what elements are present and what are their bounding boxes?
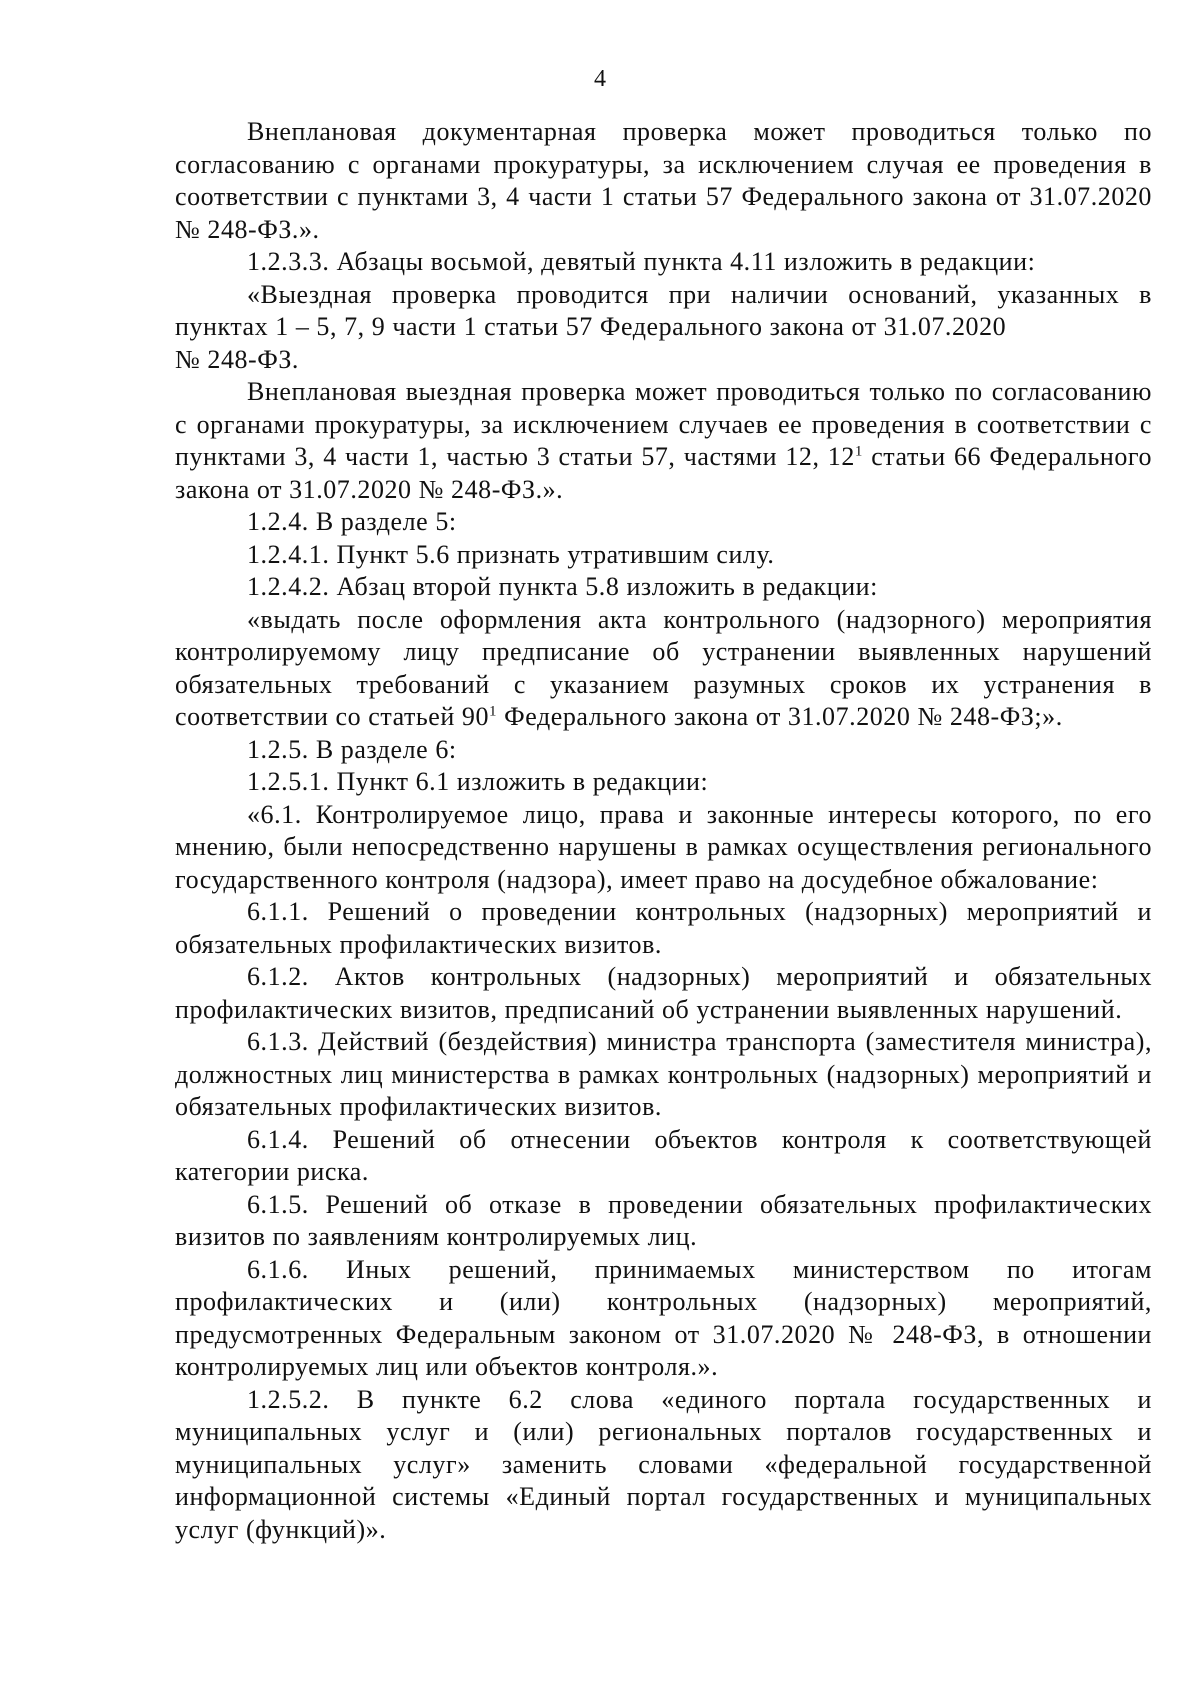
paragraph-6-1-6: 6.1.6. Иных решений, принимаемых министерством по итогам профилактических и (или) контрольных (надзорных) мероприятий, предусмотренных Федеральным законом от 31.07.2020 № 248-ФЗ, в отношении контролируемых лиц или объектов контроля.». bbox=[175, 1254, 1152, 1381]
paragraph-1-2-4-1: 1.2.4.1. Пункт 5.6 признать утратившим силу. bbox=[247, 539, 775, 569]
paragraph-onsite-check-grounds-end: № 248-ФЗ. bbox=[175, 344, 299, 374]
paragraph-text: «выдать после оформления акта контрольного (надзорного) мероприятия контролируемому лицу предписание об устранении выявленных нарушений обязательных требований с указанием разумных сроков их устранения в соответствии со статьей 90 bbox=[175, 604, 1152, 731]
paragraph-6-1-1: 6.1.1. Решений о проведении контрольных (надзорных) мероприятий и обязательных профилактических визитов. bbox=[175, 897, 1152, 959]
paragraph-unscheduled-documentary-check: Внеплановая документарная проверка может проводиться только по согласованию с органами прокуратуры, за исключением случая ее проведения в соответствии с пунктами 3, 4 части 1 статьи 57 Федерального закона от 31.07.2020 № 248-ФЗ.». bbox=[175, 117, 1152, 244]
paragraph-1-2-5-1: 1.2.5.1. Пункт 6.1 изложить в редакции: bbox=[247, 767, 709, 796]
paragraph-onsite-check-grounds: «Выездная проверка проводится при наличии оснований, указанных в пунктах 1 – 5, 7, 9 части 1 статьи 57 Федерального закона от 31.07.2020 bbox=[175, 279, 1152, 341]
paragraph-6-1-5: 6.1.5. Решений об отказе в проведении обязательных профилактических визитов по заявлениям контролируемых лиц. bbox=[175, 1189, 1152, 1251]
paragraph-6-1-4: 6.1.4. Решений об отнесении объектов контроля к соответствующей категории риска. bbox=[175, 1124, 1152, 1186]
paragraph-1-2-3-3: 1.2.3.3. Абзацы восьмой, девятый пункта 4.11 изложить в редакции: bbox=[247, 247, 1036, 276]
paragraph-6-1-3: 6.1.3. Действий (бездействия) министра транспорта (заместителя министра), должностных лиц министерства в рамках контрольных (надзорных) мероприятий и обязательных профилактических визитов. bbox=[175, 1027, 1152, 1121]
paragraph-unscheduled-onsite-check bbox=[175, 376, 1152, 506]
paragraph-6-1-2: 6.1.2. Актов контрольных (надзорных) мероприятий и обязательных профилактических визитов, предписаний об устранении выявленных нарушений. bbox=[175, 962, 1152, 1024]
page-number: 4 bbox=[594, 66, 606, 92]
paragraph-text: Федерального закона от 31.07.2020 № 248-ФЗ;». bbox=[497, 702, 1063, 731]
paragraph-6-1: «6.1. Контролируемое лицо, права и законные интересы которого, по его мнению, были непосредственно нарушены в рамках осуществления регионального государственного контроля (надзора), имеет право на досудебное обжалование: bbox=[175, 799, 1152, 894]
superscript: 1 bbox=[489, 703, 498, 720]
paragraph-issue-order bbox=[175, 604, 1152, 734]
paragraph-text: статьи 66 Федерального закона от 31.07.2020 № 248-ФЗ.». bbox=[175, 442, 1152, 504]
paragraph-text: Внеплановая выездная проверка может проводиться только по согласованию с органами прокуратуры, за исключением случаев ее проведения в соответствии с пунктами 3, 4 части 1, частью 3 статьи 57, частями 12, 12 bbox=[175, 377, 1152, 471]
paragraph-1-2-4-2: 1.2.4.2. Абзац второй пункта 5.8 изложить в редакции: bbox=[247, 572, 878, 601]
superscript: 1 bbox=[854, 443, 863, 460]
document-body bbox=[175, 116, 1152, 1546]
paragraph-1-2-5: 1.2.5. В разделе 6: bbox=[247, 734, 457, 764]
paragraph-1-2-5-2: 1.2.5.2. В пункте 6.2 слова «единого портала государственных и муниципальных услуг и (или) региональных порталов государственных и муниципальных услуг» заменить словами «федеральной государственной информационной системы «Единый портал государственных и муниципальных услуг (функций)». bbox=[175, 1384, 1152, 1544]
paragraph-1-2-4: 1.2.4. В разделе 5: bbox=[247, 507, 457, 536]
